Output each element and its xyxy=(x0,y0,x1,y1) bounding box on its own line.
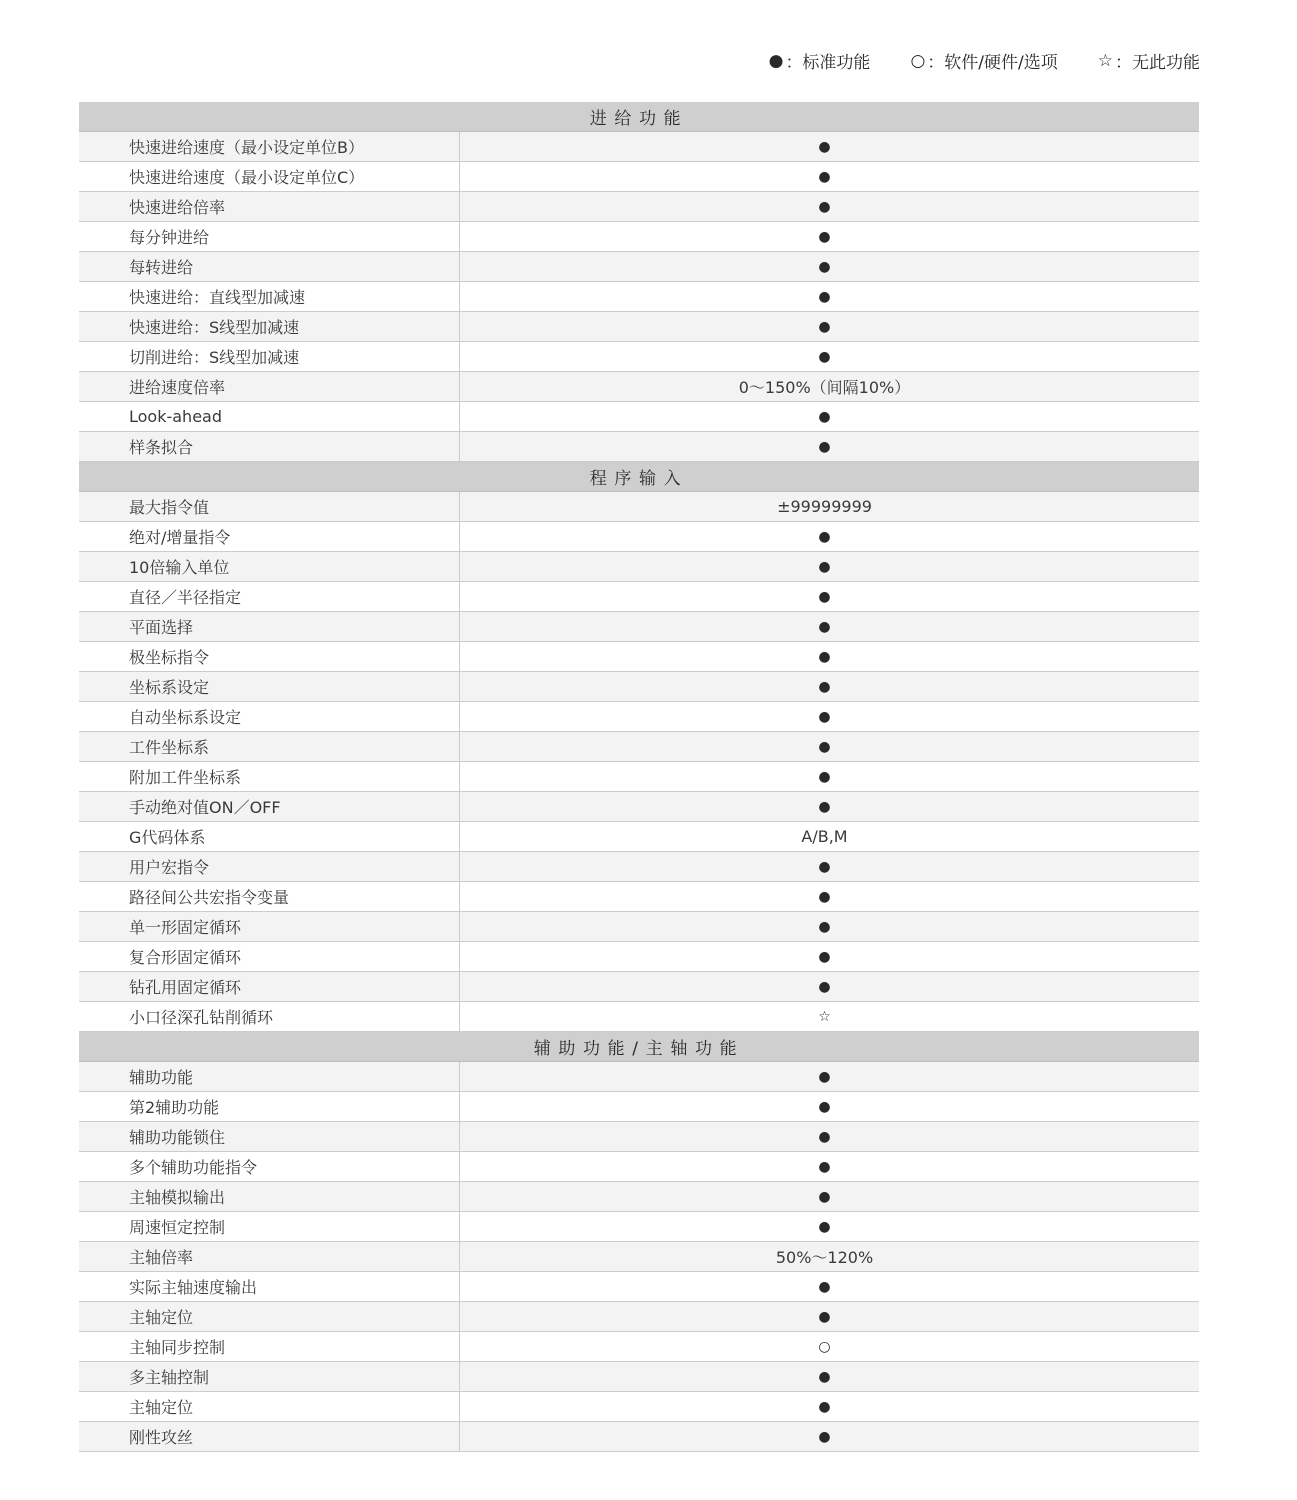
table-row xyxy=(79,792,1199,822)
feature-value xyxy=(460,612,1199,641)
table-row xyxy=(79,582,1199,612)
feature-value xyxy=(460,162,1199,191)
table-row xyxy=(79,882,1199,912)
spec-table xyxy=(79,102,1199,1452)
feature-name: 主轴定位 xyxy=(79,1302,460,1331)
filled-circle-icon: ● xyxy=(768,50,784,71)
feature-name: 主轴同步控制 xyxy=(79,1332,460,1361)
feature-name: 直径／半径指定 xyxy=(79,582,460,611)
feature-value xyxy=(460,1422,1199,1451)
feature-value xyxy=(460,1062,1199,1091)
table-row xyxy=(79,1092,1199,1122)
legend-standard xyxy=(769,48,871,73)
feature-name: 第2辅助功能 xyxy=(79,1092,460,1121)
table-row xyxy=(79,702,1199,732)
filled-circle-icon: ● xyxy=(818,858,831,875)
table-row xyxy=(79,1392,1199,1422)
feature-value xyxy=(460,222,1199,251)
feature-name: 刚性攻丝 xyxy=(79,1422,460,1451)
filled-circle-icon: ● xyxy=(818,1098,831,1115)
filled-circle-icon: ● xyxy=(818,768,831,785)
feature-name: 周速恒定控制 xyxy=(79,1212,460,1241)
value-text: 50%～120% xyxy=(775,1248,874,1267)
feature-value xyxy=(460,1242,1199,1271)
feature-value xyxy=(460,402,1199,431)
table-row xyxy=(79,1332,1199,1362)
filled-circle-icon: ● xyxy=(818,738,831,755)
feature-name: Look-ahead xyxy=(79,402,460,431)
feature-value xyxy=(460,582,1199,611)
filled-circle-icon: ● xyxy=(818,1218,831,1235)
feature-name: 主轴模拟输出 xyxy=(79,1182,460,1211)
feature-name: 多个辅助功能指令 xyxy=(79,1152,460,1181)
feature-name: 附加工件坐标系 xyxy=(79,762,460,791)
table-row xyxy=(79,1272,1199,1302)
feature-name: 样条拟合 xyxy=(79,432,460,461)
section-header: 进给功能 xyxy=(79,102,1199,132)
feature-value xyxy=(460,1182,1199,1211)
hollow-circle-icon: ○ xyxy=(818,1338,831,1355)
feature-name: 复合形固定循环 xyxy=(79,942,460,971)
filled-circle-icon: ● xyxy=(818,558,831,575)
feature-value xyxy=(460,1302,1199,1331)
table-row xyxy=(79,672,1199,702)
value-text: 0～150%（间隔10%） xyxy=(738,378,911,397)
filled-circle-icon: ● xyxy=(818,948,831,965)
table-row xyxy=(79,342,1199,372)
legend-label: ：标准功能 xyxy=(785,53,871,73)
feature-value xyxy=(460,1152,1199,1181)
filled-circle-icon: ● xyxy=(818,1188,831,1205)
feature-value xyxy=(460,672,1199,701)
feature-name: 路径间公共宏指令变量 xyxy=(79,882,460,911)
filled-circle-icon: ● xyxy=(818,888,831,905)
filled-circle-icon: ● xyxy=(818,1398,831,1415)
feature-value xyxy=(460,1122,1199,1151)
feature-value xyxy=(460,1002,1199,1031)
legend-label: ：无此功能 xyxy=(1115,53,1200,73)
table-row xyxy=(79,942,1199,972)
table-row xyxy=(79,1062,1199,1092)
filled-circle-icon: ● xyxy=(818,258,831,275)
legend-label: ：软件/硬件/选项 xyxy=(927,53,1058,73)
filled-circle-icon: ● xyxy=(818,198,831,215)
feature-value xyxy=(460,882,1199,911)
filled-circle-icon: ● xyxy=(818,228,831,245)
legend-none xyxy=(1098,48,1200,73)
feature-name: 自动坐标系设定 xyxy=(79,702,460,731)
feature-name: 每分钟进给 xyxy=(79,222,460,251)
table-row xyxy=(79,132,1199,162)
filled-circle-icon: ● xyxy=(818,138,831,155)
hollow-circle-icon: ○ xyxy=(910,50,926,71)
feature-value xyxy=(460,252,1199,281)
filled-circle-icon: ● xyxy=(818,408,831,425)
table-row xyxy=(79,222,1199,252)
table-row xyxy=(79,912,1199,942)
feature-value xyxy=(460,792,1199,821)
table-row xyxy=(79,972,1199,1002)
table-row xyxy=(79,1242,1199,1272)
feature-value xyxy=(460,1332,1199,1361)
feature-value xyxy=(460,1362,1199,1391)
legend xyxy=(769,48,1200,73)
feature-name: G代码体系 xyxy=(79,822,460,851)
feature-value xyxy=(460,972,1199,1001)
filled-circle-icon: ● xyxy=(818,708,831,725)
filled-circle-icon: ● xyxy=(818,318,831,335)
feature-value xyxy=(460,732,1199,761)
feature-value xyxy=(460,492,1199,521)
feature-value xyxy=(460,432,1199,461)
feature-value xyxy=(460,1212,1199,1241)
feature-value xyxy=(460,522,1199,551)
feature-name: 快速进给速度（最小设定单位C） xyxy=(79,162,460,191)
filled-circle-icon: ● xyxy=(818,1368,831,1385)
filled-circle-icon: ● xyxy=(818,1158,831,1175)
table-row xyxy=(79,1362,1199,1392)
filled-circle-icon: ● xyxy=(818,588,831,605)
feature-value xyxy=(460,1392,1199,1421)
feature-value xyxy=(460,912,1199,941)
feature-value xyxy=(460,762,1199,791)
table-row xyxy=(79,372,1199,402)
feature-name: 主轴定位 xyxy=(79,1392,460,1421)
feature-name: 快速进给：S线型加减速 xyxy=(79,312,460,341)
feature-name: 快速进给：直线型加减速 xyxy=(79,282,460,311)
feature-name: 绝对/增量指令 xyxy=(79,522,460,551)
table-row xyxy=(79,282,1199,312)
filled-circle-icon: ● xyxy=(818,678,831,695)
table-row xyxy=(79,612,1199,642)
feature-name: 极坐标指令 xyxy=(79,642,460,671)
table-row xyxy=(79,492,1199,522)
feature-name: 单一形固定循环 xyxy=(79,912,460,941)
feature-name: 辅助功能 xyxy=(79,1062,460,1091)
section-header: 辅助功能/主轴功能 xyxy=(79,1032,1199,1062)
star-icon: ☆ xyxy=(818,1008,831,1025)
filled-circle-icon: ● xyxy=(818,1428,831,1445)
table-row xyxy=(79,732,1199,762)
feature-name: 最大指令值 xyxy=(79,492,460,521)
feature-name: 快速进给速度（最小设定单位B） xyxy=(79,132,460,161)
filled-circle-icon: ● xyxy=(818,978,831,995)
feature-name: 手动绝对值ON／OFF xyxy=(79,792,460,821)
feature-value xyxy=(460,702,1199,731)
value-text: A/B,M xyxy=(801,827,848,846)
feature-value xyxy=(460,312,1199,341)
table-row xyxy=(79,252,1199,282)
filled-circle-icon: ● xyxy=(818,1068,831,1085)
table-row xyxy=(79,1182,1199,1212)
filled-circle-icon: ● xyxy=(818,288,831,305)
filled-circle-icon: ● xyxy=(818,1128,831,1145)
table-row xyxy=(79,762,1199,792)
filled-circle-icon: ● xyxy=(818,528,831,545)
table-row xyxy=(79,642,1199,672)
filled-circle-icon: ● xyxy=(818,798,831,815)
feature-name: 进给速度倍率 xyxy=(79,372,460,401)
value-text: ±99999999 xyxy=(777,497,872,516)
feature-value xyxy=(460,1272,1199,1301)
feature-name: 主轴倍率 xyxy=(79,1242,460,1271)
feature-name: 小口径深孔钻削循环 xyxy=(79,1002,460,1031)
star-icon: ☆ xyxy=(1097,50,1113,71)
filled-circle-icon: ● xyxy=(818,648,831,665)
feature-value xyxy=(460,552,1199,581)
table-row xyxy=(79,822,1199,852)
table-row xyxy=(79,432,1199,462)
feature-name: 工件坐标系 xyxy=(79,732,460,761)
table-row xyxy=(79,1212,1199,1242)
filled-circle-icon: ● xyxy=(818,918,831,935)
feature-name: 每转进给 xyxy=(79,252,460,281)
feature-name: 快速进给倍率 xyxy=(79,192,460,221)
feature-value xyxy=(460,372,1199,401)
table-row xyxy=(79,1002,1199,1032)
table-row xyxy=(79,1302,1199,1332)
feature-name: 多主轴控制 xyxy=(79,1362,460,1391)
legend-option xyxy=(910,48,1057,73)
filled-circle-icon: ● xyxy=(818,348,831,365)
section-header: 程序输入 xyxy=(79,462,1199,492)
feature-name: 钻孔用固定循环 xyxy=(79,972,460,1001)
table-row xyxy=(79,162,1199,192)
filled-circle-icon: ● xyxy=(818,1278,831,1295)
feature-name: 平面选择 xyxy=(79,612,460,641)
feature-value xyxy=(460,822,1199,851)
table-row xyxy=(79,522,1199,552)
table-row xyxy=(79,312,1199,342)
feature-name: 坐标系设定 xyxy=(79,672,460,701)
table-row xyxy=(79,192,1199,222)
table-row xyxy=(79,852,1199,882)
feature-name: 10倍输入单位 xyxy=(79,552,460,581)
feature-name: 用户宏指令 xyxy=(79,852,460,881)
feature-name: 辅助功能锁住 xyxy=(79,1122,460,1151)
feature-value xyxy=(460,282,1199,311)
filled-circle-icon: ● xyxy=(818,438,831,455)
table-row xyxy=(79,1422,1199,1452)
filled-circle-icon: ● xyxy=(818,1308,831,1325)
table-row xyxy=(79,1152,1199,1182)
feature-value xyxy=(460,192,1199,221)
feature-value xyxy=(460,1092,1199,1121)
feature-value xyxy=(460,642,1199,671)
table-row xyxy=(79,552,1199,582)
feature-value xyxy=(460,132,1199,161)
filled-circle-icon: ● xyxy=(818,618,831,635)
table-row xyxy=(79,402,1199,432)
feature-name: 实际主轴速度输出 xyxy=(79,1272,460,1301)
filled-circle-icon: ● xyxy=(818,168,831,185)
feature-value xyxy=(460,852,1199,881)
feature-value xyxy=(460,342,1199,371)
feature-value xyxy=(460,942,1199,971)
feature-name: 切削进给：S线型加减速 xyxy=(79,342,460,371)
table-row xyxy=(79,1122,1199,1152)
